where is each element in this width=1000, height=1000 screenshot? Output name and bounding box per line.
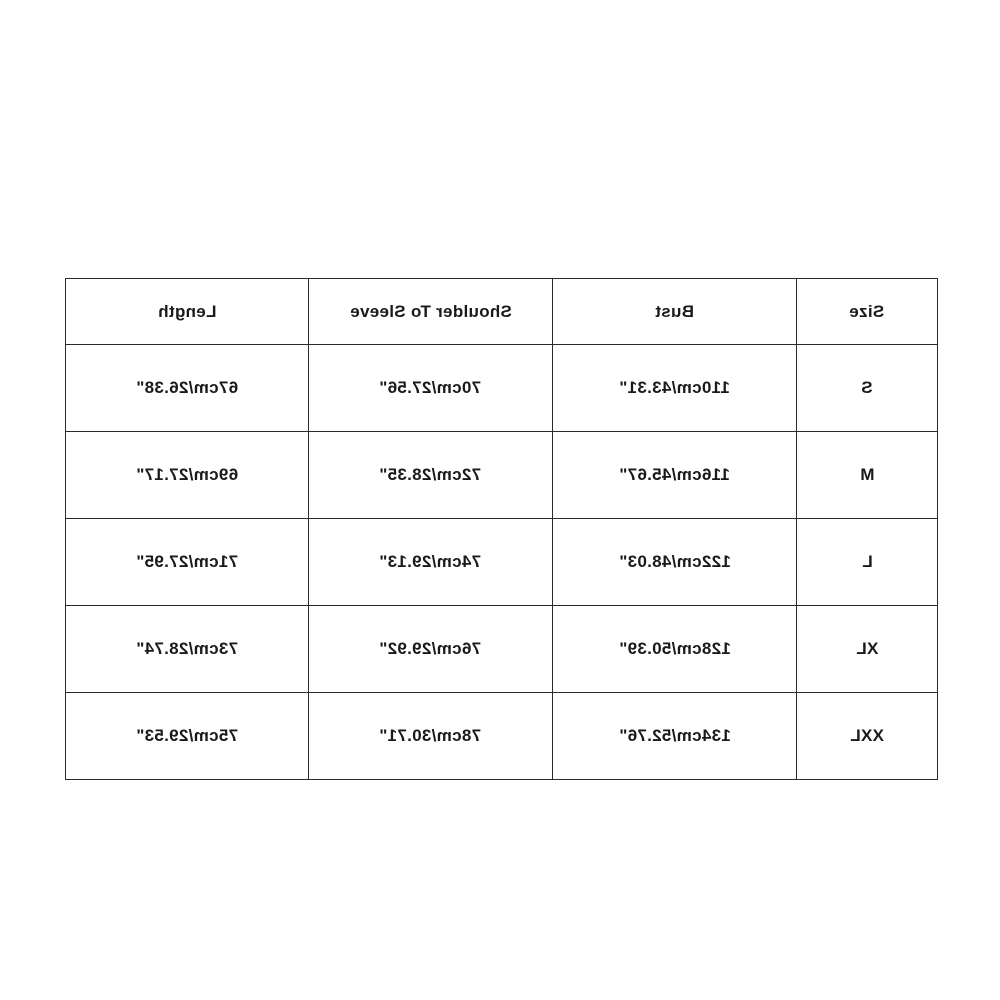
shoulder-to-sleeve-cell <box>309 345 553 432</box>
bust-cell <box>553 432 797 519</box>
length-cell <box>66 432 309 519</box>
table-row <box>66 693 938 780</box>
header-length <box>66 279 309 345</box>
shoulder-to-sleeve-cell <box>309 693 553 780</box>
shoulder-to-sleeve-value: 70cm/27.56" <box>379 378 482 397</box>
size-chart-table <box>65 278 938 780</box>
header-bust <box>553 279 797 345</box>
length-value: 69cm/27.17" <box>135 465 239 484</box>
size-cell <box>797 432 938 519</box>
header-length-label: Length <box>157 301 217 321</box>
table-row <box>66 519 938 606</box>
length-value: 67cm/26.38" <box>135 378 239 397</box>
length-cell <box>66 345 309 432</box>
table-row <box>66 606 938 693</box>
size-cell <box>797 606 938 693</box>
size-value: S <box>861 378 873 397</box>
bust-value: 134cm/52.76" <box>618 726 731 745</box>
length-value: 71cm/27.95" <box>135 552 239 571</box>
bust-value: 116cm/45.67" <box>619 465 730 484</box>
header-shoulder-to-sleeve <box>309 279 553 345</box>
bust-value: 122cm/48.03" <box>618 552 731 571</box>
size-value: M <box>859 465 875 484</box>
shoulder-to-sleeve-cell <box>309 432 553 519</box>
header-size-label: Size <box>849 301 885 321</box>
table-row <box>66 432 938 519</box>
size-value: XL <box>855 639 879 658</box>
size-cell <box>797 693 938 780</box>
size-value: L <box>861 552 873 571</box>
length-value: 73cm/28.74" <box>135 639 239 658</box>
bust-cell <box>553 606 797 693</box>
bust-cell <box>553 345 797 432</box>
shoulder-to-sleeve-value: 74cm/29.13" <box>379 552 482 571</box>
table-header-row <box>66 279 938 345</box>
bust-cell <box>553 693 797 780</box>
header-size <box>797 279 938 345</box>
shoulder-to-sleeve-value: 76cm/29.92" <box>379 639 482 658</box>
length-value: 75cm/29.53" <box>135 726 239 745</box>
shoulder-to-sleeve-cell <box>309 519 553 606</box>
header-bust-label: Bust <box>655 301 694 321</box>
table-row <box>66 345 938 432</box>
size-cell <box>797 345 938 432</box>
bust-value: 128cm/50.39" <box>618 639 731 658</box>
size-value: XXL <box>850 726 884 745</box>
length-cell <box>66 519 309 606</box>
bust-value: 110cm/43.31" <box>619 378 730 397</box>
header-shoulder-to-sleeve-label: Shoulder To Sleeve <box>349 301 512 321</box>
shoulder-to-sleeve-cell <box>309 606 553 693</box>
shoulder-to-sleeve-value: 72cm/28.35" <box>379 465 482 484</box>
bust-cell <box>553 519 797 606</box>
size-cell <box>797 519 938 606</box>
length-cell <box>66 693 309 780</box>
length-cell <box>66 606 309 693</box>
shoulder-to-sleeve-value: 78cm/30.71" <box>379 726 482 745</box>
